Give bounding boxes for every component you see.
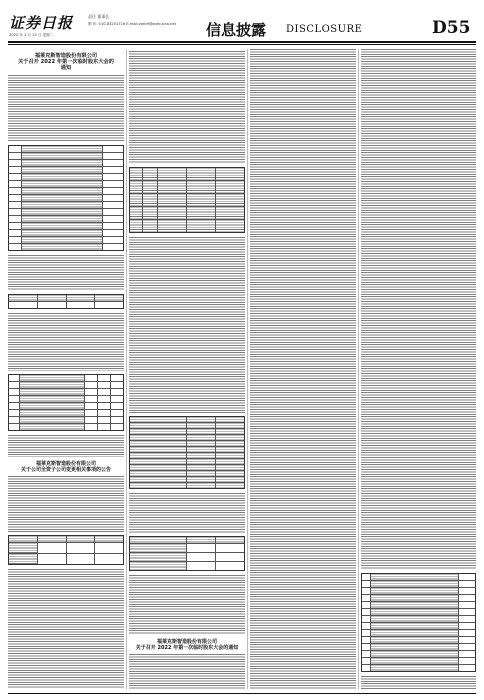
column-divider: [358, 49, 359, 689]
article-5-signoff: [361, 676, 476, 689]
article-2-body-4: [129, 237, 245, 413]
article-1-body-3: [8, 313, 124, 371]
table-row: [9, 201, 123, 208]
article-1-body: [8, 75, 124, 141]
article-1-signoff: [8, 435, 124, 457]
article-1-body-2: [8, 255, 124, 291]
table-row: [9, 229, 123, 236]
proposal-table: [8, 145, 124, 251]
subsidiary-table: [8, 535, 124, 565]
table-row: [9, 180, 123, 187]
article-2-title: [8, 461, 124, 473]
voting-table: [8, 374, 124, 431]
article-2-body-6: [129, 575, 245, 635]
footer-rule: [8, 693, 476, 694]
article-1-title-line-3: 通知: [60, 65, 72, 72]
table-row: [9, 159, 123, 166]
article-1-title-line-1: 福莱克斯智造股份有限公司: [34, 53, 98, 59]
masthead-info: 责任 董事长: [88, 14, 110, 19]
table-row: [9, 243, 123, 250]
financial-table: [129, 416, 245, 489]
masthead-rule: [8, 41, 476, 43]
table-row: [9, 166, 123, 173]
table-row: [9, 187, 123, 194]
assets-table: [129, 536, 245, 571]
article-2-title-line-2: 关于公司全资子公司变更相关事项的公告: [20, 466, 111, 473]
column-divider: [126, 49, 127, 689]
article-1-title-line-2: 关于召开 2022 年第一次临时股东大会的: [18, 59, 114, 66]
registration-table: [8, 294, 124, 309]
column-4: [361, 49, 476, 689]
column-1: [8, 49, 124, 689]
article-3-title: [129, 639, 245, 651]
column-2: [129, 49, 245, 689]
table-row: [9, 173, 123, 180]
page-number: D55: [432, 18, 471, 38]
article-5-body: [361, 49, 476, 569]
table-row: [9, 194, 123, 201]
masthead-contact: 制 作: 010-83251716 E-mail:zqrb9@zqrb.sina.net: [88, 22, 177, 26]
article-2-body-3: [129, 51, 245, 163]
section-title: 信息披露: [206, 21, 267, 39]
table-row: [9, 208, 123, 215]
table-row: [9, 152, 123, 159]
article-2-body-5: [129, 493, 245, 533]
column-divider: [247, 49, 248, 689]
section-title-en: DISCLOSURE: [286, 24, 363, 35]
article-3-title-line-2: 关于召开 2022 年第一次临时股东大会的通知: [135, 645, 239, 651]
column-3: [250, 49, 356, 689]
masthead-date: 2022 年 1 月 25 日 星期二: [9, 33, 54, 37]
article-1-title: [8, 53, 124, 72]
equity-table: [129, 167, 245, 233]
newspaper-logo: 证券日报: [9, 14, 74, 32]
table-row: [9, 146, 123, 152]
article-2-body: [8, 476, 124, 532]
article-2-title-line-1: 福莱克斯智造股份有限公司: [35, 460, 96, 467]
article-3-title-line-1: 福莱克斯智造股份有限公司: [156, 639, 217, 645]
table-row: [9, 215, 123, 222]
article-2-body-2: [8, 569, 124, 689]
table-row: [9, 222, 123, 229]
table-row: [9, 236, 123, 243]
article-4-body: [250, 49, 356, 689]
proposal-table-2: [361, 573, 476, 672]
article-3-body: [129, 654, 245, 689]
masthead-rule-thin: [8, 44, 476, 45]
